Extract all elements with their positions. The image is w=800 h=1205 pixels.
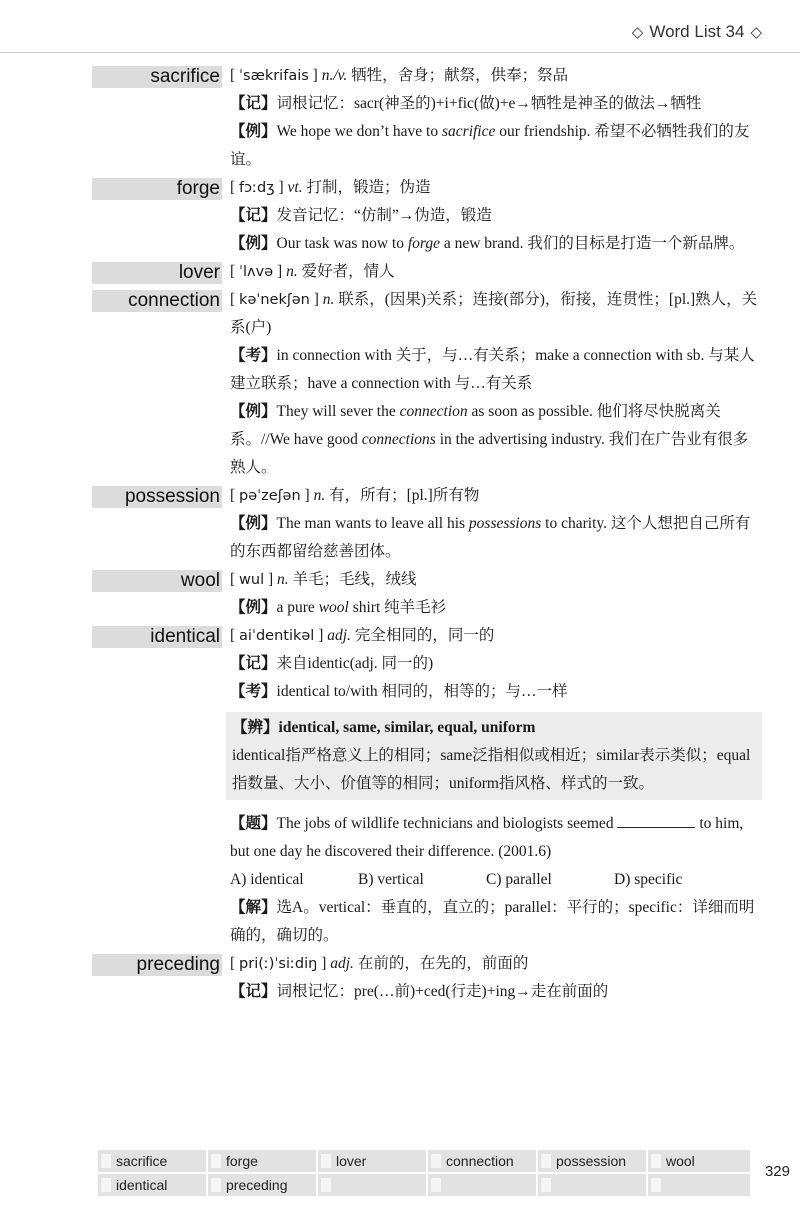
entry-identical	[0, 622, 800, 950]
headword: preceding	[92, 954, 222, 976]
index-word: connection	[428, 1150, 538, 1174]
index-empty	[648, 1174, 752, 1198]
entry-connection	[0, 286, 800, 482]
index-word: wool	[648, 1150, 752, 1174]
answer-options	[230, 866, 762, 894]
index-word: preceding	[208, 1174, 318, 1198]
exam-note: 【考】in connection with 关于，与…有关系；make a connection with sb. 与某人建立联系；have a connection with 与…有关系	[230, 347, 755, 392]
memory-note: 【记】词根记忆：pre(…前)+ced(行走)+ing→走在前面的	[230, 983, 609, 1000]
option-a: A) identical	[230, 871, 304, 888]
example: 【例】Our task was now to forge a new brand. 我们的目标是打造一个新品牌。	[230, 235, 745, 252]
index-word: forge	[208, 1150, 318, 1174]
entries-list	[0, 62, 800, 1006]
entry-preceding	[0, 950, 800, 1006]
option-c: C) parallel	[486, 871, 552, 888]
phonetic: kəˈnekʃən	[239, 292, 310, 308]
memory-note: 【记】词根记忆：sacr(神圣的)+i+fic(做)+e→牺牲是神圣的做法→牺牲	[230, 95, 702, 112]
part-of-speech: n.	[286, 263, 298, 280]
headword: sacrifice	[92, 66, 222, 88]
word-index-table	[98, 1150, 752, 1198]
diamond-icon: ◇	[750, 24, 762, 41]
headword: lover	[92, 262, 222, 284]
definition-line: [ ˈlʌvə ] n. 爱好者，情人	[230, 263, 395, 280]
index-word: identical	[98, 1174, 208, 1198]
entry-possession	[0, 482, 800, 566]
option-b: B) vertical	[358, 871, 424, 888]
phonetic: wul	[239, 572, 265, 588]
page-number: 329	[764, 1163, 790, 1180]
definition-line: [ wul ] n. 羊毛；毛线，绒线	[230, 571, 417, 588]
phonetic: fɔːdʒ	[239, 180, 275, 196]
distinction-text: identical指严格意义上的相同；same泛指相似或相近；similar表示类似；equal指数量、大小、价值等的相同；uniform指风格、样式的一致。	[232, 747, 751, 792]
index-word: lover	[318, 1150, 428, 1174]
phonetic: pri(ː)ˈsiːdiŋ	[239, 956, 318, 972]
example: 【例】The man wants to leave all his possessions to charity. 这个人想把自己所有的东西都留给慈善团体。	[230, 515, 751, 560]
index-empty	[428, 1174, 538, 1198]
index-empty	[538, 1174, 648, 1198]
definition-line: [ pəˈzeʃən ] n. 有，所有；[pl.]所有物	[230, 487, 480, 504]
headword: connection	[92, 290, 222, 312]
entry-forge	[0, 174, 800, 258]
definition-line: [ pri(ː)ˈsiːdiŋ ] adj. 在前的，在先的，前面的	[230, 955, 529, 972]
definition-line: [ aiˈdentikəl ] adj. 完全相同的，同一的	[230, 627, 495, 644]
part-of-speech: vt.	[287, 179, 303, 196]
definition-line: [ kəˈnekʃən ] n. 联系，(因果)关系；连接(部分)，衔接，连贯性；[pl.]熟人，关系(户)	[230, 291, 758, 336]
phonetic: aiˈdentikəl	[239, 628, 315, 644]
definition-line: [ ˈsækrifais ] n./v. 牺牲，舍身；献祭，供奉；祭品	[230, 67, 569, 84]
memory-note: 【记】来自identic(adj. 同一的)	[230, 655, 434, 672]
memory-note: 【记】发音记忆：“仿制”→伪造，锻造	[230, 207, 492, 224]
example: 【例】We hope we don’t have to sacrifice our friendship. 希望不必牺牲我们的友谊。	[230, 123, 750, 168]
headword: forge	[92, 178, 222, 200]
exam-question: 【题】The jobs of wildlife technicians and biologists seemed to him, but one day he discovered their difference. (2001.6)	[230, 815, 744, 860]
index-word: sacrifice	[98, 1150, 208, 1174]
example: 【例】They will sever the connection as soon as possible. 他们将尽快脱离关系。//We have good connections in the advertising industry. 我们在广告业有很多熟人。	[230, 403, 749, 476]
exam-note: 【考】identical to/with 相同的，相等的；与…一样	[230, 683, 568, 700]
answer-blank	[617, 813, 695, 828]
option-d: D) specific	[614, 871, 683, 888]
part-of-speech: n./v.	[321, 67, 348, 84]
entry-wool	[0, 566, 800, 622]
word-list-title: Word List 34	[649, 22, 745, 41]
distinction-box	[226, 712, 762, 800]
phonetic: ˈlʌvə	[239, 264, 274, 280]
index-empty	[318, 1174, 428, 1198]
entry-lover	[0, 258, 800, 286]
example: 【例】a pure wool shirt 纯羊毛衫	[230, 599, 447, 616]
headword: identical	[92, 626, 222, 648]
phonetic: ˈsækrifais	[239, 68, 309, 84]
phonetic: pəˈzeʃən	[239, 488, 301, 504]
entry-sacrifice	[0, 62, 800, 174]
index-word: possession	[538, 1150, 648, 1174]
answer-explanation: 【解】选A。vertical：垂直的，直立的；parallel：平行的；specific：详细而明确的，确切的。	[230, 899, 755, 944]
part-of-speech: n.	[277, 571, 289, 588]
part-of-speech: adj.	[327, 627, 351, 644]
headword: possession	[92, 486, 222, 508]
distinction-title: 【辨】identical, same, similar, equal, uniform	[232, 719, 536, 736]
page-header	[632, 22, 762, 42]
diamond-icon: ◇	[631, 24, 644, 41]
definition-line: [ fɔːdʒ ] vt. 打制，锻造；伪造	[230, 179, 431, 196]
part-of-speech: adj.	[330, 955, 354, 972]
headword: wool	[92, 570, 222, 592]
header-divider	[0, 52, 800, 53]
part-of-speech: n.	[322, 291, 335, 308]
part-of-speech: n.	[313, 487, 326, 504]
